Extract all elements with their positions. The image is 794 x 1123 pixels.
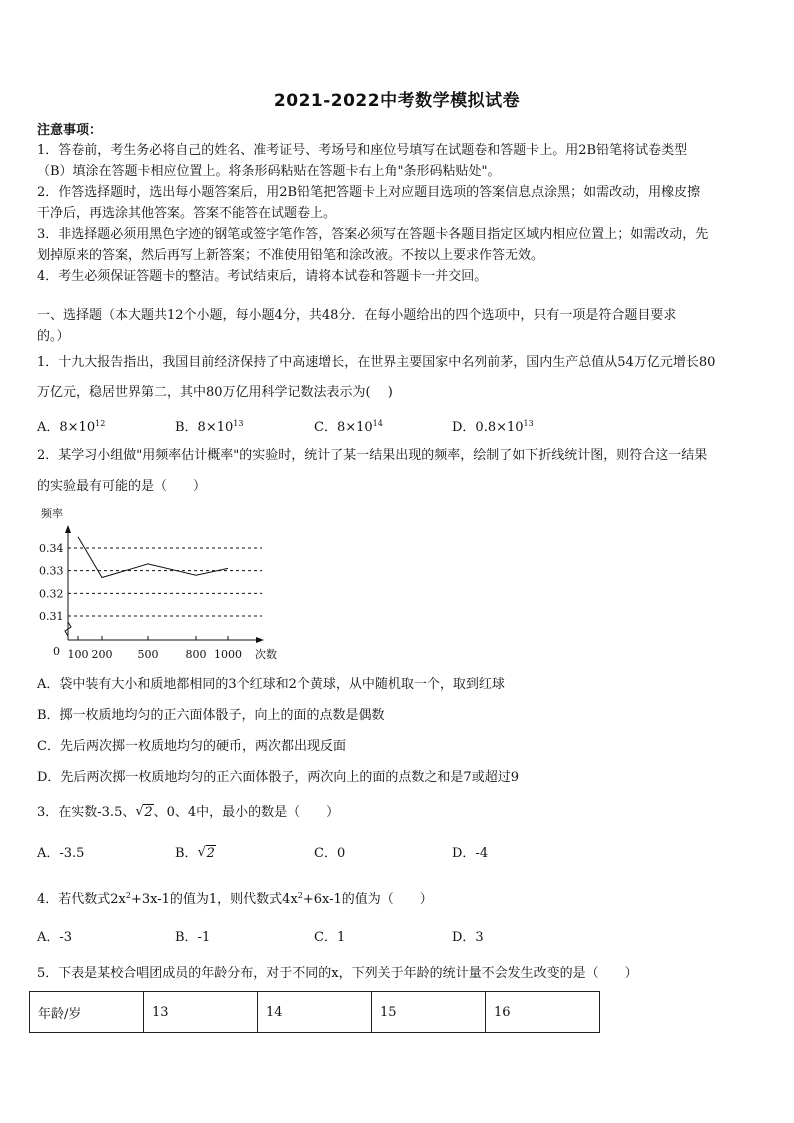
- table-cell: 年龄/岁: [30, 992, 144, 1033]
- q4-option-d: D．3: [452, 930, 484, 945]
- x-tick-label: 800: [185, 648, 207, 661]
- x-tick-label: 200: [91, 648, 113, 661]
- q3-option-c: C．0: [314, 846, 346, 861]
- q3-option-a: A．-3.5: [37, 846, 85, 861]
- q2-option-b: B．掷一枚质地均匀的正六面体骰子，向上的面的点数是偶数: [37, 708, 385, 723]
- question-2-text: 的实验最有可能的是（ ）: [37, 479, 207, 494]
- section-heading: 的。）: [37, 329, 70, 344]
- q2-option-d: D．先后两次掷一枚质地均匀的正六面体骰子，两次向上的面的点数之和是7或超过9: [37, 770, 519, 785]
- question-1-text: 万亿元，稳居世界第二，其中80万亿用科学记数法表示为( ): [37, 385, 393, 400]
- origin-label: 0: [53, 645, 60, 658]
- y-tick-label: 0.32: [39, 587, 64, 601]
- age-distribution-table: [29, 991, 600, 1033]
- exam-title: 2021-2022中考数学模拟试卷: [273, 91, 521, 111]
- frequency-line-chart: [30, 500, 300, 670]
- q1-option-d: D．$0.8\times 10^{13}$: [452, 419, 534, 435]
- notes-line: 1．答卷前，考生务必将自己的姓名、准考证号、考场号和座位号填写在试题卷和答题卡上。用2B铅笔将试卷类型: [37, 143, 688, 158]
- q3-option-d: D．-4: [452, 846, 489, 861]
- table-row: [30, 992, 600, 1033]
- sqrt-expression: √ 2: [198, 844, 216, 864]
- question-2-text: 2．某学习小组做"用频率估计概率"的实验时，统计了某一结果出现的频率，绘制了如下折线统计图，则符合这一结果: [37, 448, 708, 463]
- table-cell: 15: [372, 992, 486, 1033]
- section-heading: 一、选择题（本大题共12个小题，每小题4分，共48分．在每小题给出的四个选项中，只有一项是符合题目要求: [37, 308, 677, 323]
- q1-option-a: A．$8\times 10^{12}$: [37, 419, 106, 435]
- x-axis-label: 次数: [255, 648, 277, 661]
- q1-option-b: B．$8\times 10^{13}$: [175, 419, 244, 435]
- frequency-series-line: [78, 537, 228, 578]
- notes-line: 干净后，再选涂其他答案。答案不能答在试题卷上。: [37, 206, 337, 221]
- sqrt-expression: √ 2: [135, 803, 153, 823]
- x-tick-label: 100: [67, 648, 89, 661]
- q3-option-b: B．√ 2: [175, 844, 216, 864]
- y-axis-arrow: [65, 525, 71, 533]
- notes-line: 2．作答选择题时，选出每小题答案后，用2B铅笔把答题卡上对应题目选项的答案信息点涂黑；如需改动，用橡皮擦: [37, 185, 701, 200]
- y-tick-label: 0.34: [39, 542, 64, 555]
- table-cell: 14: [258, 992, 372, 1033]
- q1-option-c: C．$8\times 10^{14}$: [314, 419, 383, 435]
- table-cell: 13: [144, 992, 258, 1033]
- notes-line: 4．考生必须保证答题卡的整洁。考试结束后，请将本试卷和答题卡一并交回。: [37, 269, 488, 284]
- notes-line: 划掉原来的答案，然后再写上新答案；不准使用铅笔和涂改液。不按以上要求作答无效。: [37, 248, 545, 263]
- notes-line: （B）填涂在答题卡相应位置上。将条形码粘贴在答题卡右上角"条形码粘贴处"。: [37, 164, 501, 179]
- q4-option-b: B．-1: [175, 930, 211, 945]
- question-1-text: 1．十九大报告指出，我国目前经济保持了中高速增长，在世界主要国家中名列前茅，国内生产总值从54万亿元增长80: [37, 355, 716, 370]
- question-5-text: 5．下表是某校合唱团成员的年龄分布，对于不同的x，下列关于年龄的统计量不会发生改变的是（ ）: [37, 966, 638, 981]
- question-3-text: 3．在实数-3.5、√ 2、0、4中，最小的数是（ ）: [37, 803, 762, 823]
- x-axis-arrow: [256, 637, 264, 643]
- x-tick-label: 1000: [214, 648, 242, 661]
- x-tick-label: 500: [137, 648, 159, 661]
- notes-heading: 注意事项：: [37, 123, 103, 138]
- y-tick-label: 0.33: [39, 564, 64, 578]
- q4-option-c: C．1: [314, 930, 346, 945]
- notes-line: 3．非选择题必须用黑色字迹的钢笔或签字笔作答，答案必须写在答题卡各题目指定区域内相应位置上；如需改动，先: [37, 227, 709, 242]
- y-axis-label: 频率: [41, 507, 63, 520]
- table-cell: 16: [486, 992, 600, 1033]
- q4-option-a: A．-3: [37, 930, 73, 945]
- y-tick-label: 0.31: [39, 610, 64, 623]
- q2-option-c: C．先后两次掷一枚质地均匀的硬币，两次都出现反面: [37, 739, 346, 754]
- question-4-text: 4．若代数式$2x^2+3x-1$的值为1，则代数式$4x^2+6x-1$的值为（ ）: [37, 891, 433, 907]
- q2-option-a: A．袋中装有大小和质地都相同的3个红球和2个黄球，从中随机取一个，取到红球: [37, 677, 505, 692]
